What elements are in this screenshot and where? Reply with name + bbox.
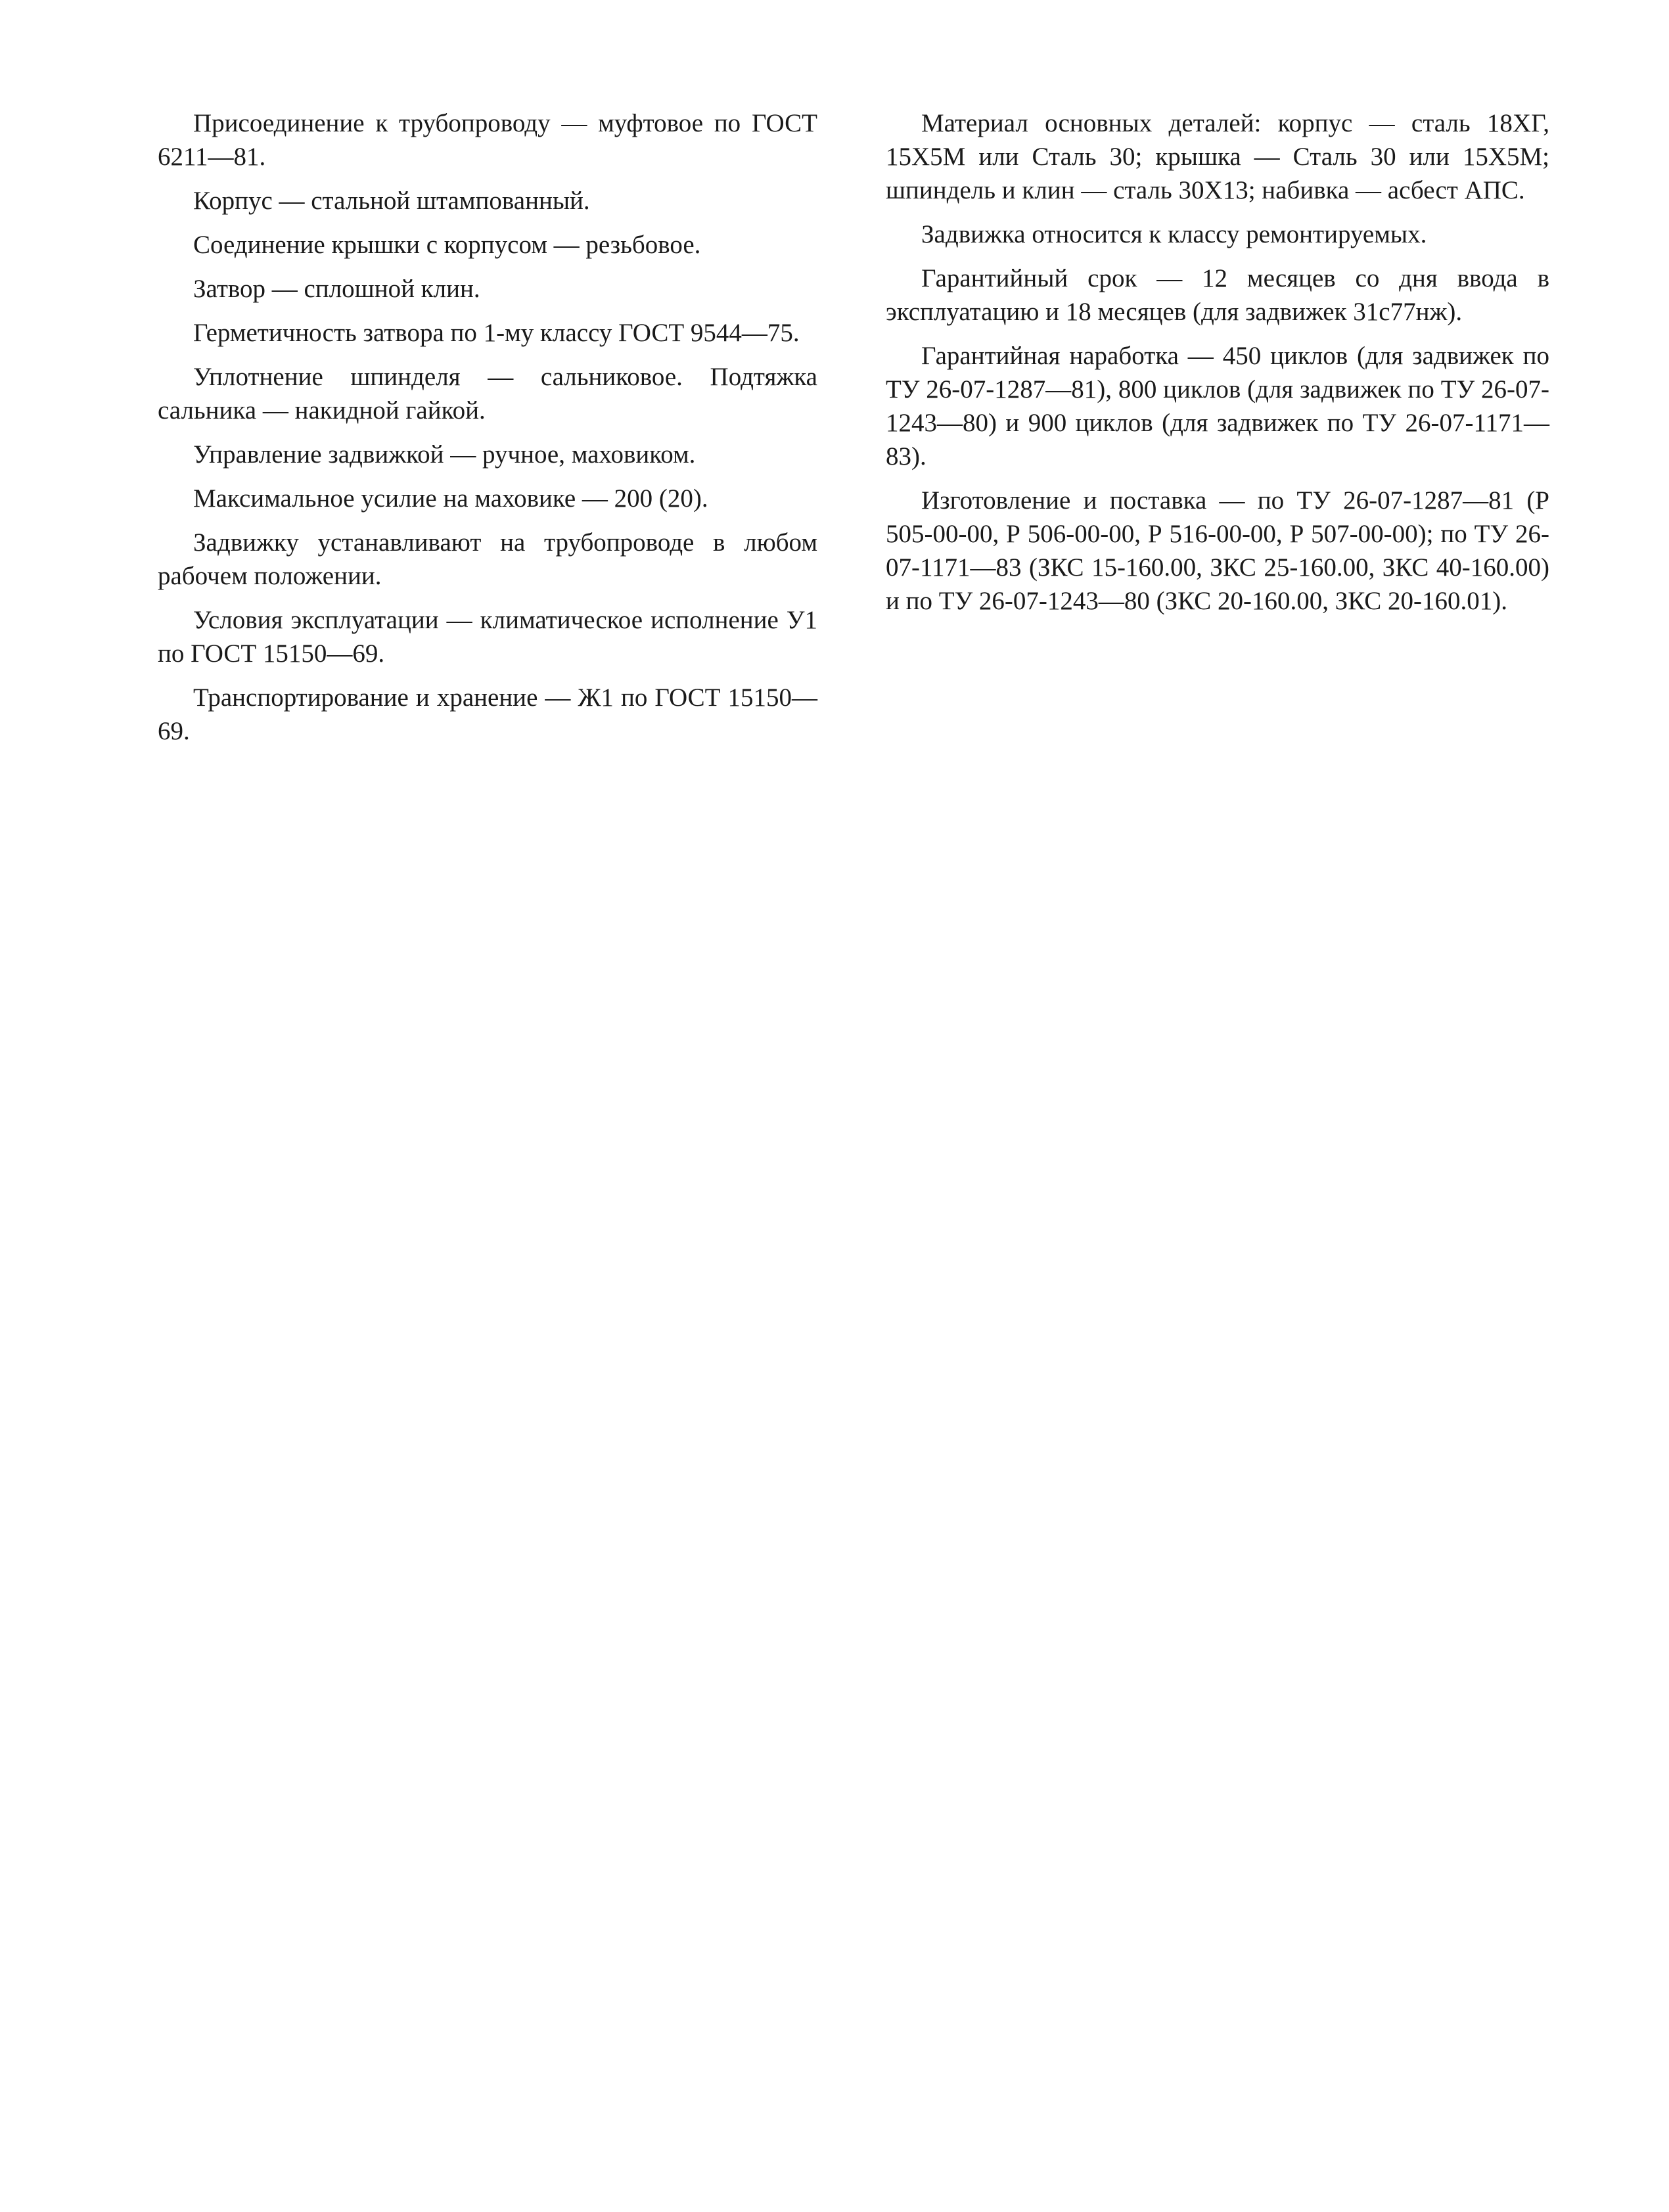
paragraph-warranty-period: Гарантийный срок — 12 месяцев со дня ввода в эксплуатацию и 18 месяцев (для задвижек 31с77нж). — [886, 264, 1549, 326]
paragraph-warranty-cycles: Гарантийная наработка — 450 циклов (для задвижек по ТУ 26-07-1287—81), 800 циклов (для задвижек по ТУ 26-07-1243—80) и 900 циклов (для задвижек по ТУ 26-07-1171—83). — [886, 342, 1549, 471]
paragraph-control: Управление задвижкой — ручное, маховиком. — [193, 440, 696, 469]
paragraph-spindle-seal: Уплотнение шпинделя — сальниковое. Подтяжка сальника — накидной гайкой. — [158, 363, 817, 425]
left-text-column — [158, 106, 817, 758]
paragraph-materials: Материал основных деталей: корпус — сталь 18ХГ, 15Х5М или Сталь 30; крышка — Сталь 30 или 15Х5М; шпиндель и клин — сталь 30Х13; набивка — асбест АПС. — [886, 109, 1549, 204]
paragraph-transport-storage: Транспортирование и хранение — Ж1 по ГОСТ 15150—69. — [158, 683, 817, 745]
paragraph-body: Корпус — стальной штампованный. — [193, 187, 590, 215]
paragraph-gate: Затвор — сплошной клин. — [193, 275, 480, 303]
paragraph-manufacture-supply: Изготовление и поставка — по ТУ 26-07-1287—81 (Р 505-00-00, Р 506-00-00, Р 516-00-00, Р 507-00-00); по ТУ 26-07-1171—83 (ЗКС 15-160.00, ЗКС 25-160.00, ЗКС 40-160.00) и по ТУ 26-07-1243—80 (ЗКС 20-160.00, ЗКС 20-160.01). — [886, 486, 1549, 615]
right-text-column — [886, 106, 1549, 628]
paragraph-max-force: Максимальное усилие на маховике — 200 (20). — [193, 484, 708, 513]
paragraph-tightness: Герметичность затвора по 1-му классу ГОСТ 9544—75. — [193, 319, 800, 347]
paragraph-connection: Присоединение к трубопроводу — муфтовое по ГОСТ 6211—81. — [158, 109, 817, 171]
paragraph-cover-joint: Соединение крышки с корпусом — резьбовое. — [193, 231, 701, 259]
paragraph-installation: Задвижку устанавливают на трубопроводе в любом рабочем положении. — [158, 528, 817, 590]
paragraph-repairable: Задвижка относится к классу ремонтируемых. — [921, 220, 1427, 248]
paragraph-operating-conditions: Условия эксплуатации — климатическое исполнение У1 по ГОСТ 15150—69. — [158, 606, 817, 668]
